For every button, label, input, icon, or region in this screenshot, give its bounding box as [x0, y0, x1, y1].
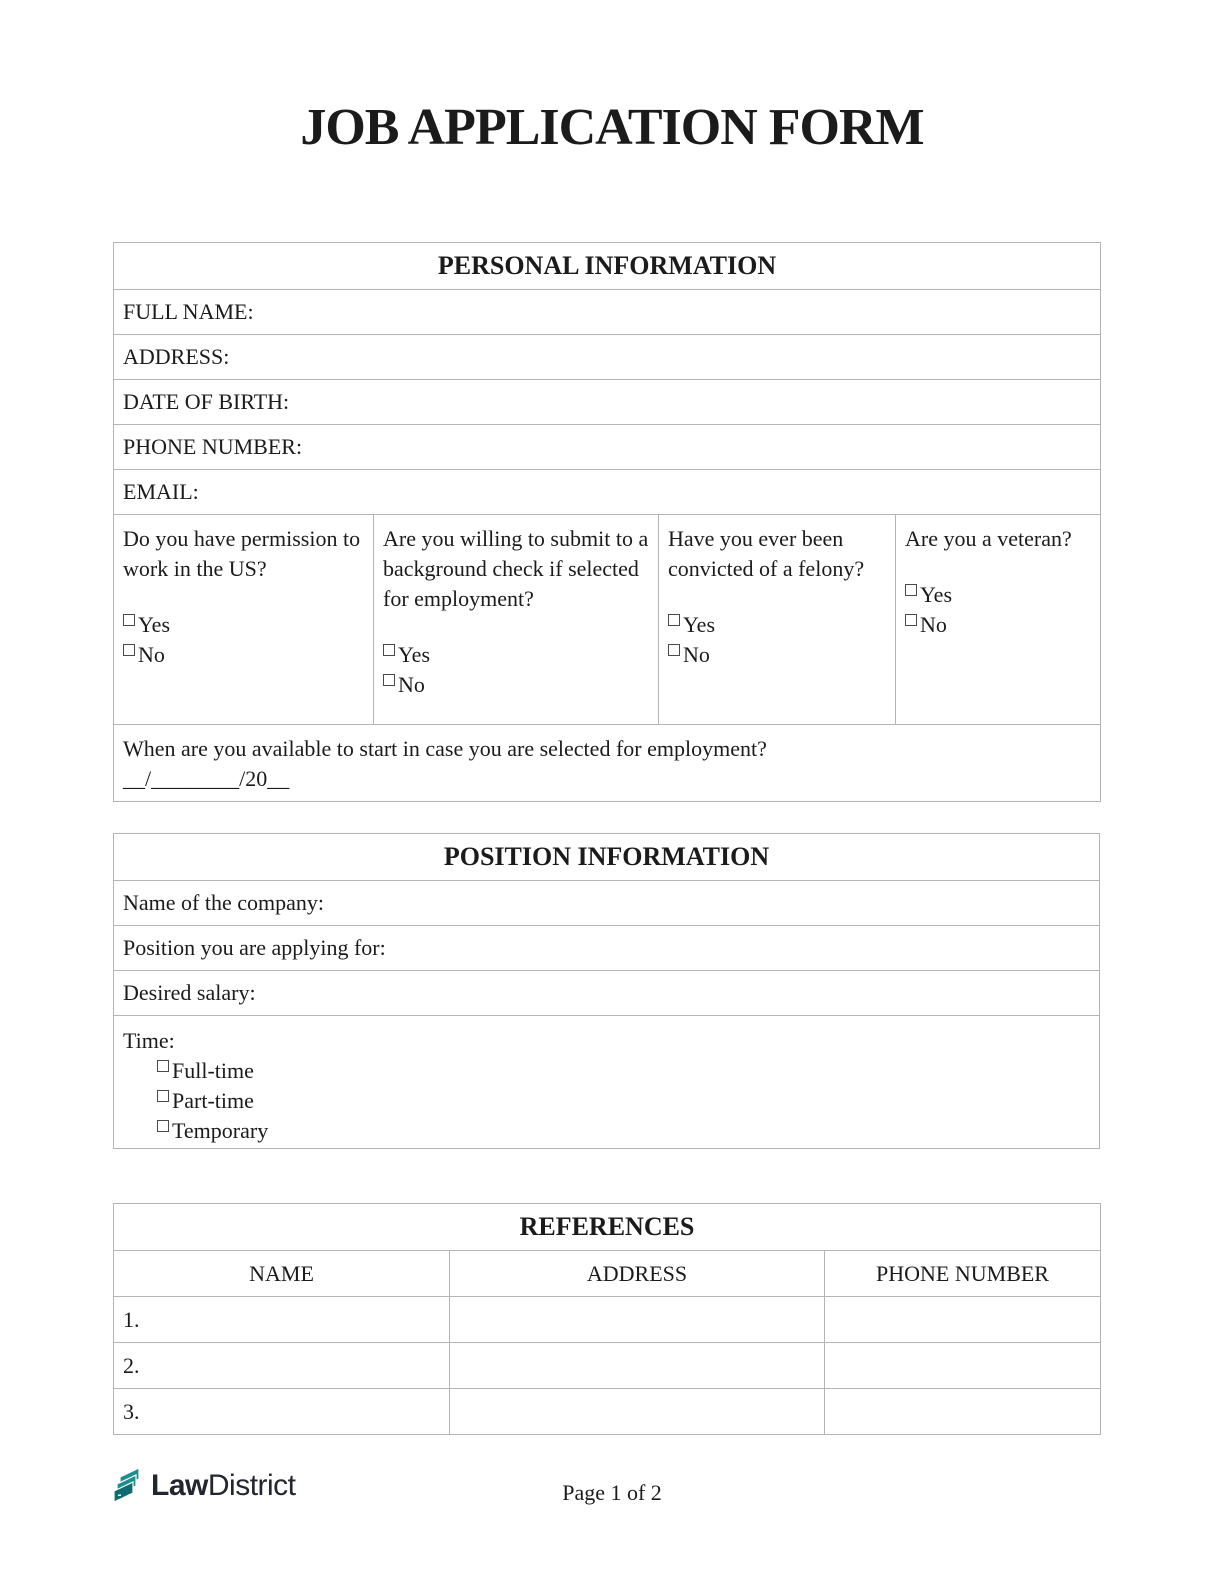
date-of-birth-label: DATE OF BIRTH:	[123, 389, 290, 414]
desired-salary-label: Desired salary:	[123, 980, 256, 1005]
checkbox-label: Yes	[398, 642, 431, 667]
reference-3-address-cell[interactable]	[450, 1389, 825, 1435]
position-information-table	[113, 833, 1100, 1149]
checkbox-label: Yes	[138, 612, 171, 637]
permission-yes-option[interactable]	[123, 610, 365, 640]
checkbox-icon[interactable]	[383, 674, 395, 686]
checkbox-label: No	[683, 642, 710, 667]
availability-date-blank[interactable]: __/________/20__	[123, 766, 290, 791]
reference-3-phone-cell[interactable]	[825, 1389, 1101, 1435]
checkbox-label: Yes	[920, 582, 953, 607]
question-felony-cell	[659, 515, 896, 725]
question-permission-text: Do you have permission to work in the US?	[123, 526, 361, 581]
personal-information-header: PERSONAL INFORMATION	[114, 243, 1101, 290]
references-column-name: NAME	[114, 1251, 450, 1297]
full-name-label: FULL NAME:	[123, 299, 254, 324]
table-row	[114, 1343, 1101, 1389]
phone-number-field[interactable]	[114, 425, 1101, 470]
full-name-field[interactable]	[114, 290, 1101, 335]
checkbox-label: Temporary	[172, 1118, 269, 1143]
checkbox-icon[interactable]	[905, 614, 917, 626]
reference-3-name-cell[interactable]	[114, 1389, 450, 1435]
permission-no-option[interactable]	[123, 640, 365, 670]
checkbox-label: No	[920, 612, 947, 637]
checkbox-label: Full-time	[172, 1058, 254, 1083]
time-cell	[114, 1016, 1100, 1149]
background-check-no-option[interactable]	[383, 670, 650, 700]
background-check-yes-option[interactable]	[383, 640, 650, 670]
references-column-phone: PHONE NUMBER	[825, 1251, 1101, 1297]
checkbox-icon[interactable]	[668, 614, 680, 626]
availability-question: When are you available to start in case you are selected for employment?	[123, 736, 767, 761]
email-label: EMAIL:	[123, 479, 199, 504]
full-time-option[interactable]	[157, 1056, 1099, 1086]
reference-1-number: 1.	[123, 1306, 140, 1332]
position-applying-field[interactable]	[114, 926, 1100, 971]
veteran-no-option[interactable]	[905, 610, 1092, 640]
question-permission-cell	[114, 515, 374, 725]
references-header: REFERENCES	[114, 1204, 1101, 1251]
reference-2-address-cell[interactable]	[450, 1343, 825, 1389]
reference-1-name-cell[interactable]	[114, 1297, 450, 1343]
page-number: Page 1 of 2	[562, 1480, 662, 1505]
checkbox-icon[interactable]	[668, 644, 680, 656]
page-title: JOB APPLICATION FORM	[300, 99, 924, 156]
checkbox-label: Yes	[683, 612, 716, 637]
checkbox-icon[interactable]	[157, 1060, 169, 1072]
felony-yes-option[interactable]	[668, 610, 887, 640]
table-row	[114, 1389, 1101, 1435]
date-of-birth-field[interactable]	[114, 380, 1101, 425]
checkbox-label: No	[398, 672, 425, 697]
question-background-check-cell	[374, 515, 659, 725]
logo-law-text: Law	[151, 1469, 208, 1502]
references-table	[113, 1203, 1101, 1435]
checkbox-icon[interactable]	[383, 644, 395, 656]
address-field[interactable]	[114, 335, 1101, 380]
question-veteran-cell	[896, 515, 1101, 725]
part-time-option[interactable]	[157, 1086, 1099, 1116]
checkbox-label: No	[138, 642, 165, 667]
desired-salary-field[interactable]	[114, 971, 1100, 1016]
question-veteran-text: Are you a veteran?	[905, 526, 1072, 551]
checkbox-icon[interactable]	[123, 644, 135, 656]
reference-1-phone-cell[interactable]	[825, 1297, 1101, 1343]
veteran-yes-option[interactable]	[905, 580, 1092, 610]
checkbox-icon[interactable]	[905, 584, 917, 596]
question-background-check-text: Are you willing to submit to a background check if selected for employment?	[383, 526, 649, 611]
position-information-header: POSITION INFORMATION	[114, 834, 1100, 881]
logo-district-text: District	[207, 1469, 296, 1502]
address-label: ADDRESS:	[123, 344, 230, 369]
email-field[interactable]	[114, 470, 1101, 515]
checkbox-icon[interactable]	[157, 1090, 169, 1102]
references-column-address: ADDRESS	[450, 1251, 825, 1297]
time-label: Time:	[123, 1028, 175, 1053]
position-applying-label: Position you are applying for:	[123, 935, 386, 960]
checkbox-icon[interactable]	[123, 614, 135, 626]
temporary-option[interactable]	[157, 1116, 1099, 1146]
reference-1-address-cell[interactable]	[450, 1297, 825, 1343]
company-name-field[interactable]	[114, 881, 1100, 926]
checkbox-icon[interactable]	[157, 1120, 169, 1132]
company-name-label: Name of the company:	[123, 890, 324, 915]
reference-2-number: 2.	[123, 1352, 140, 1378]
phone-number-label: PHONE NUMBER:	[123, 434, 303, 459]
reference-2-name-cell[interactable]	[114, 1343, 450, 1389]
reference-2-phone-cell[interactable]	[825, 1343, 1101, 1389]
question-felony-text: Have you ever been convicted of a felony?	[668, 526, 865, 581]
felony-no-option[interactable]	[668, 640, 887, 670]
personal-information-table	[113, 242, 1101, 802]
availability-field[interactable]	[114, 725, 1101, 802]
checkbox-label: Part-time	[172, 1088, 254, 1113]
table-row	[114, 1297, 1101, 1343]
reference-3-number: 3.	[123, 1398, 140, 1424]
